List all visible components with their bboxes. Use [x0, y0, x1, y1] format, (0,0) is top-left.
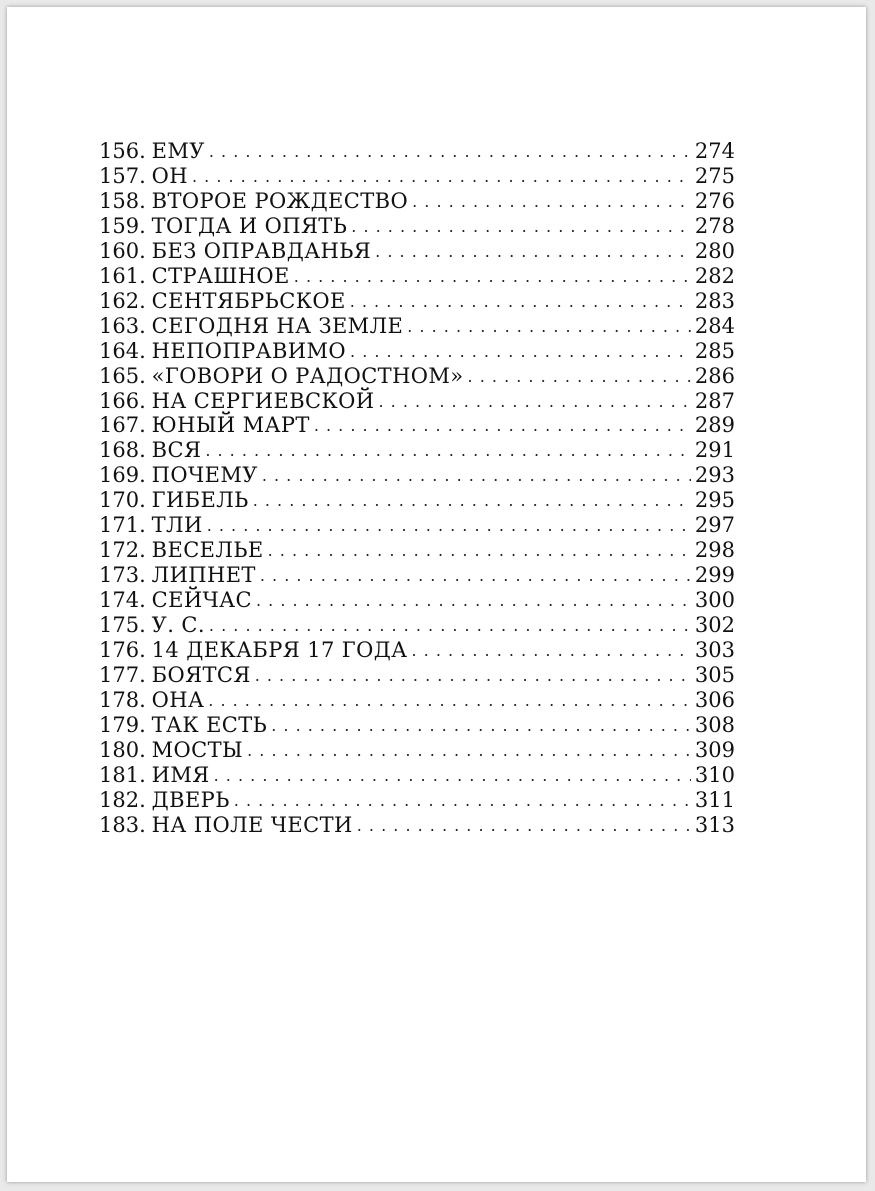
toc-entry-number: 174. [99, 588, 146, 613]
toc-entry-title: НЕПОПРАВИМО [151, 338, 347, 363]
toc-entry-number: 159. [99, 213, 146, 238]
toc-entry-title: ВТОРОЕ РОЖДЕСТВО [151, 188, 409, 213]
toc-entry-page: 275 [694, 163, 735, 188]
toc-entry [99, 738, 735, 763]
toc-entry-title: ВСЯ [151, 438, 202, 463]
toc-entry [99, 463, 735, 488]
toc-entry-number: 171. [99, 513, 146, 538]
toc-entry-number: 173. [99, 563, 146, 588]
toc-dot-leader [209, 614, 691, 639]
toc-entry [99, 314, 735, 339]
toc-entry [99, 413, 735, 438]
toc-entry-title: 14 ДЕКАБРЯ 17 ГОДА [151, 638, 408, 663]
toc-entry-number: 160. [99, 238, 146, 263]
toc-entry-page: 286 [694, 363, 735, 388]
toc-entry-page: 287 [694, 388, 735, 413]
toc-entry-page: 299 [694, 563, 735, 588]
toc-entry [99, 788, 735, 813]
toc-entry-title: СЕГОДНЯ НА ЗЕМЛЕ [151, 313, 404, 338]
toc-entry-number: 176. [99, 638, 146, 663]
toc-entry-title: ЛИПНЕТ [151, 563, 256, 588]
toc-entry [99, 538, 735, 563]
toc-entry-page: 306 [694, 687, 735, 712]
toc-entry-page: 298 [694, 538, 735, 563]
toc-entry-title: ДВЕРЬ [151, 787, 230, 812]
toc-entry-number: 167. [99, 413, 146, 438]
toc-dot-leader [271, 714, 691, 739]
toc-entry-number: 178. [99, 687, 146, 712]
toc-entry-page: 280 [694, 238, 735, 263]
toc-dot-leader [468, 365, 691, 390]
toc-entry-page: 289 [694, 413, 735, 438]
toc-entry [99, 688, 735, 713]
toc-entry-number: 168. [99, 438, 146, 463]
toc-entry [99, 588, 735, 613]
toc-entry-title: БЕЗ ОПРАВДАНЬЯ [151, 238, 372, 263]
toc-entry-number: 175. [99, 613, 146, 638]
toc-entry [99, 339, 735, 364]
toc-entry-page: 282 [694, 263, 735, 288]
toc-entry [99, 389, 735, 414]
toc-entry-title: «ГОВОРИ О РАДОСТНОМ» [151, 363, 464, 388]
toc-entry-page: 300 [694, 588, 735, 613]
toc-entry [99, 563, 735, 588]
toc-dot-leader [412, 190, 691, 215]
toc-entry-page: 313 [694, 812, 735, 837]
toc-entry-page: 303 [694, 638, 735, 663]
toc-dot-leader [314, 414, 691, 439]
toc-dot-leader [294, 265, 691, 290]
toc-entry-page: 309 [694, 737, 735, 762]
toc-dot-leader [207, 514, 691, 539]
toc-entry-title: ОНА [151, 687, 205, 712]
toc-entry [99, 488, 735, 513]
toc-entry [99, 239, 735, 264]
toc-entry [99, 763, 735, 788]
toc-dot-leader [192, 165, 691, 190]
table-of-contents [99, 139, 735, 838]
toc-entry-number: 156. [99, 139, 146, 163]
toc-entry-number: 157. [99, 163, 146, 188]
toc-entry [99, 214, 735, 239]
toc-entry-page: 310 [694, 762, 735, 787]
toc-entry-title: НА СЕРГИЕВСКОЙ [151, 388, 375, 413]
toc-entry-page: 285 [694, 338, 735, 363]
toc-entry [99, 813, 735, 838]
toc-entry-page: 308 [694, 712, 735, 737]
toc-entry-number: 169. [99, 463, 146, 488]
toc-entry-number: 179. [99, 712, 146, 737]
toc-entry-page: 293 [694, 463, 735, 488]
toc-dot-leader [375, 240, 691, 265]
toc-dot-leader [260, 564, 691, 589]
toc-dot-leader [379, 390, 691, 415]
toc-dot-leader [253, 489, 691, 514]
toc-entry [99, 189, 735, 214]
toc-entry-page: 302 [694, 613, 735, 638]
toc-entry-number: 177. [99, 663, 146, 688]
toc-entry-number: 170. [99, 488, 146, 513]
toc-entry-number: 180. [99, 737, 146, 762]
toc-entry [99, 289, 735, 314]
toc-dot-leader [357, 814, 691, 839]
toc-entry-page: 284 [694, 313, 735, 338]
toc-entry-title: МОСТЫ [151, 737, 244, 762]
toc-entry [99, 663, 735, 688]
toc-entry-page: 311 [694, 787, 735, 812]
toc-dot-leader [247, 739, 691, 764]
toc-dot-leader [412, 639, 691, 664]
toc-entry-title: СТРАШНОЕ [151, 263, 290, 288]
toc-entry-title: СЕЙЧАС [151, 588, 252, 613]
toc-entry-title: ВЕСЕЛЬЕ [151, 538, 264, 563]
toc-entry-page: 276 [694, 188, 735, 213]
toc-entry-title: СЕНТЯБРЬСКОЕ [151, 288, 346, 313]
toc-dot-leader [209, 140, 691, 165]
toc-entry [99, 713, 735, 738]
toc-dot-leader [351, 215, 691, 240]
toc-entry [99, 139, 735, 164]
toc-entry-title: ЮНЫЙ МАРТ [151, 413, 310, 438]
toc-entry-title: БОЯТСЯ [151, 663, 251, 688]
toc-dot-leader [234, 789, 691, 814]
toc-entry-title: ОН [151, 163, 188, 188]
toc-dot-leader [268, 539, 691, 564]
toc-dot-leader [214, 764, 691, 789]
toc-entry-page: 305 [694, 663, 735, 688]
toc-entry-page: 297 [694, 513, 735, 538]
toc-entry [99, 164, 735, 189]
toc-entry-title: ИМЯ [151, 762, 210, 787]
toc-entry-number: 165. [99, 363, 146, 388]
toc-entry-title: НА ПОЛЕ ЧЕСТИ [151, 812, 353, 837]
toc-entry-number: 183. [99, 812, 146, 837]
toc-entry-number: 164. [99, 338, 146, 363]
toc-dot-leader [208, 689, 691, 714]
toc-entry [99, 264, 735, 289]
toc-entry-title: ТЛИ [151, 513, 203, 538]
toc-entry-title: ТОГДА И ОПЯТЬ [151, 213, 348, 238]
toc-entry-title: ПОЧЕМУ [151, 463, 258, 488]
toc-dot-leader [205, 439, 691, 464]
toc-dot-leader [350, 290, 691, 315]
toc-entry [99, 613, 735, 638]
toc-entry-number: 158. [99, 188, 146, 213]
toc-entry-number: 166. [99, 388, 146, 413]
toc-dot-leader [255, 664, 691, 689]
toc-entry-title: ЕМУ [151, 139, 205, 163]
toc-entry-page: 295 [694, 488, 735, 513]
toc-entry-page: 278 [694, 213, 735, 238]
toc-entry [99, 438, 735, 463]
document-page [7, 7, 866, 1182]
toc-entry-title: У. С. [151, 613, 205, 638]
toc-entry-title: ГИБЕЛЬ [151, 488, 249, 513]
toc-entry [99, 513, 735, 538]
toc-dot-leader [350, 340, 691, 365]
toc-entry-number: 162. [99, 288, 146, 313]
toc-dot-leader [407, 315, 691, 340]
toc-entry-title: ТАК ЕСТЬ [151, 712, 268, 737]
toc-entry-number: 161. [99, 263, 146, 288]
toc-entry-number: 172. [99, 538, 146, 563]
toc-entry-number: 182. [99, 787, 146, 812]
toc-entry [99, 638, 735, 663]
toc-entry-page: 274 [694, 139, 735, 163]
toc-entry-page: 291 [694, 438, 735, 463]
toc-dot-leader [256, 589, 691, 614]
toc-dot-leader [262, 464, 691, 489]
toc-entry [99, 364, 735, 389]
toc-entry-number: 181. [99, 762, 146, 787]
toc-entry-page: 283 [694, 288, 735, 313]
toc-entry-number: 163. [99, 313, 146, 338]
